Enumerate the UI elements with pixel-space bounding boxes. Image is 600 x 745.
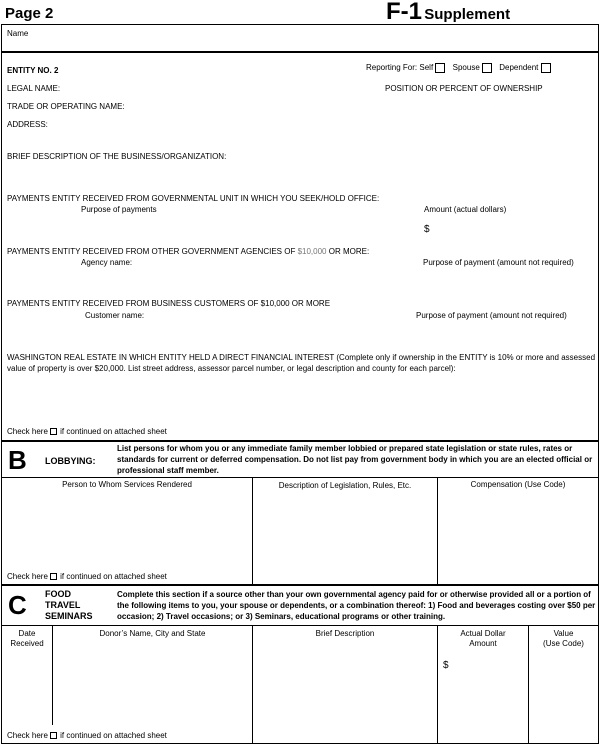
trade-name-label: TRADE OR OPERATING NAME: [7, 102, 125, 111]
continued-checkbox[interactable] [50, 732, 57, 739]
purpose-of-payments-label: Purpose of payments [81, 205, 157, 214]
description-label: BRIEF DESCRIPTION OF THE BUSINESS/ORGANIZATION: [7, 152, 227, 161]
section-c-letter: C [8, 590, 27, 620]
col-amount-header [438, 629, 528, 649]
self-checkbox[interactable] [435, 63, 445, 73]
gov-unit-payments-label: PAYMENTS ENTITY RECEIVED FROM GOVERNMENTAL UNIT IN WHICH YOU SEEK/HOLD OFFICE: [7, 194, 380, 203]
section-b-divider [1, 477, 599, 478]
section-c-continued [7, 731, 167, 740]
col-value-line2: (Use Code) [543, 639, 584, 648]
section-b-letter: B [8, 445, 27, 475]
name-label: Name [7, 29, 29, 38]
reporting-for-label: Reporting For: [366, 63, 418, 73]
col-value-header [529, 629, 598, 649]
page-number: Page 2 [5, 5, 54, 22]
customer-purpose-label: Purpose of payment (amount not required) [416, 311, 567, 320]
continued-checkbox[interactable] [50, 428, 57, 435]
section-c-title [45, 589, 93, 622]
section-c-col-divider-1 [52, 625, 53, 725]
section-b-continued [7, 572, 167, 581]
col-legislation-header: Description of Legislation, Rules, Etc. [278, 481, 412, 490]
entity-continued [7, 427, 167, 436]
agency-purpose-label: Purpose of payment (amount not required) [423, 258, 574, 267]
form-code: F-1 [386, 0, 422, 25]
col-amount-line1: Actual Dollar [460, 629, 506, 638]
col-donor-header: Donor’s Name, City and State [99, 629, 206, 638]
reporting-for-group [366, 63, 551, 73]
col-date-line2: Received [10, 639, 44, 648]
col-date-line1: Date [18, 629, 36, 638]
continued-label: if continued on attached sheet [60, 572, 167, 581]
name-box[interactable] [1, 24, 599, 52]
section-c-title-food: FOOD [45, 589, 71, 599]
other-gov-prefix: PAYMENTS ENTITY RECEIVED FROM OTHER GOVERNMENT AGENCIES OF [7, 247, 296, 256]
other-gov-amount: $10,000 [297, 247, 327, 256]
other-gov-payments-label [7, 247, 369, 256]
form-suffix: Supplement [424, 6, 511, 23]
section-b-col-divider-1 [252, 477, 253, 585]
address-label: ADDRESS: [7, 120, 48, 129]
check-here-label: Check here [7, 572, 48, 581]
dependent-label: Dependent [499, 63, 539, 73]
customer-name-label: Customer name: [85, 311, 145, 320]
position-label: POSITION OR PERCENT OF OWNERSHIP [385, 84, 543, 93]
agency-name-label: Agency name: [81, 258, 133, 267]
check-here-label: Check here [7, 731, 48, 740]
col-person-header: Person to Whom Services Rendered [62, 480, 192, 489]
legal-name-label: LEGAL NAME: [7, 84, 61, 93]
section-b-title: LOBBYING: [45, 456, 96, 466]
section-c-col-divider-2 [252, 625, 253, 744]
other-gov-suffix: OR MORE: [328, 247, 370, 256]
section-c-title-seminars: SEMINARS [45, 611, 93, 621]
col-compensation-header: Compensation (Use Code) [470, 480, 566, 489]
col-date-header [2, 629, 52, 649]
check-here-label: Check here [7, 427, 48, 436]
section-c-title-travel: TRAVEL [45, 600, 81, 610]
self-label: Self [419, 63, 434, 73]
form-title [386, 0, 510, 26]
amount-dollar-sign: $ [443, 660, 449, 671]
section-c-instructions: Complete this section if a source other than your own governmental agency paid for or otherwise provided all or a portion of the following items to you, your spouse or dependents, or a combination thereof: 1) Food and beverages costing over $50 per occasion; 2) Travel occasions; or 3) Seminars, educational programs or other training. [117, 590, 596, 621]
col-brief-header: Brief Description [315, 629, 375, 638]
amount-actual-label: Amount (actual dollars) [424, 205, 507, 214]
section-b-col-divider-2 [437, 477, 438, 585]
dependent-checkbox[interactable] [541, 63, 551, 73]
col-amount-line2: Amount [469, 639, 497, 648]
entity-title: ENTITY NO. 2 [7, 66, 59, 75]
business-customers-label: PAYMENTS ENTITY RECEIVED FROM BUSINESS CUSTOMERS OF $10,000 OR MORE [7, 299, 331, 308]
col-value-line1: Value [553, 629, 574, 638]
continued-label: if continued on attached sheet [60, 731, 167, 740]
amount-dollar-sign: $ [424, 224, 430, 235]
spouse-checkbox[interactable] [482, 63, 492, 73]
section-b-instructions: List persons for whom you or any immediate family member lobbied or prepared state legislation or state rules, rates or standards for current or deferred compensation. Do not list pay from government body in which you are an elected official or professional staff member. [117, 444, 593, 475]
continued-checkbox[interactable] [50, 573, 57, 580]
real-estate-label: WASHINGTON REAL ESTATE IN WHICH ENTITY HELD A DIRECT FINANCIAL INTEREST (Complete only if ownership in the ENTITY is 10% or more and assessed value of property is over $20,000. List street address, assessor parcel number, or legal description and county for each parcel): [7, 353, 596, 373]
section-c-divider [1, 625, 599, 626]
spouse-label: Spouse [452, 63, 480, 73]
continued-label: if continued on attached sheet [60, 427, 167, 436]
